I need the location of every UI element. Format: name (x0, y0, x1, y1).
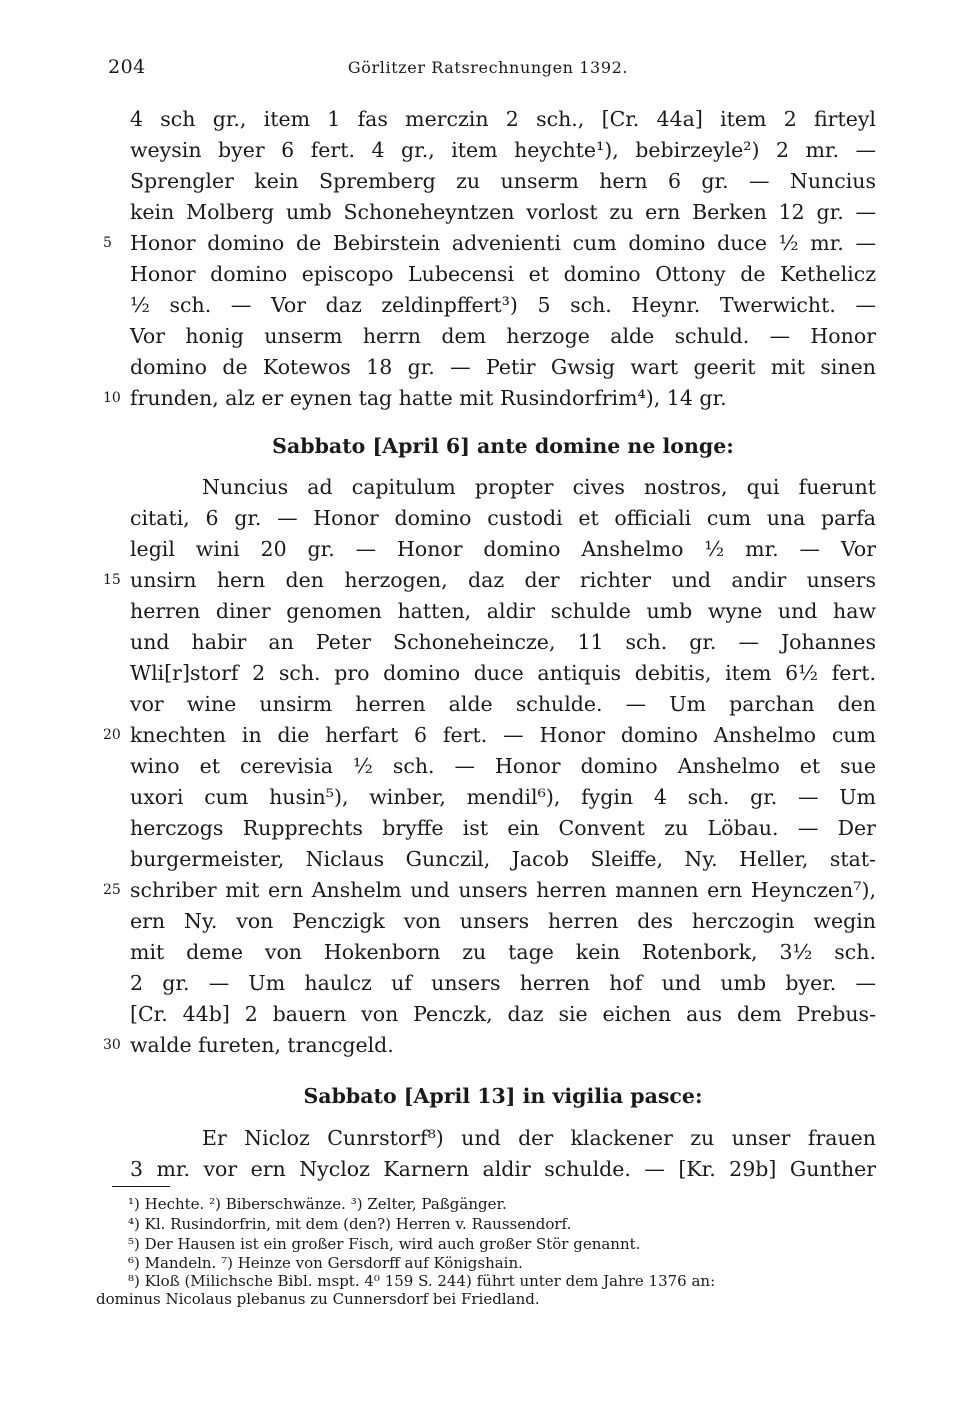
text-line (130, 689, 876, 720)
text-line (130, 596, 876, 627)
line-text: kein Molberg umb Schoneheyntzen vorlost zu ern Berken 12 gr. — (130, 200, 876, 224)
line-text: 2 gr. — Um haulcz uf unsers herren hof und umb byer. — (130, 971, 876, 995)
paragraph-1 (103, 104, 876, 414)
line-text: [Cr. 44b] 2 bauern von Penczk, daz sie eichen aus dem Prebus- (130, 1002, 876, 1026)
text-line (103, 228, 876, 259)
text-line (130, 813, 876, 844)
text-line (130, 999, 876, 1030)
line-text: ern Ny. von Penczigk von unsers herren des herczogin wegin (130, 909, 876, 933)
page-number: 204 (108, 56, 146, 78)
footnote: ⁴) Kl. Rusindorfrin, mit dem (den?) Herren v. Raussendorf. (128, 1215, 572, 1233)
paragraph-3 (130, 1123, 876, 1185)
text-line (103, 565, 876, 596)
line-text: vor wine unsirm herren alde schulde. — Um parchan den (130, 692, 876, 716)
text-line (130, 321, 876, 352)
line-text: wino et cerevisia ½ sch. — Honor domino Anshelmo et sue (130, 754, 876, 778)
text-line (130, 906, 876, 937)
line-text: knechten in die herfart 6 fert. — Honor domino Anshelmo cum (130, 723, 876, 747)
text-line (130, 627, 876, 658)
body-text (103, 104, 876, 1185)
text-line (130, 352, 876, 383)
line-text: Honor domino episcopo Lubecensi et domino Ottony de Kethelicz (130, 262, 876, 286)
text-line (130, 751, 876, 782)
line-text: Er Nicloz Cunrstorf⁸) und der klackener zu unser frauen (202, 1126, 876, 1150)
footnote: ⁶) Mandeln. ⁷) Heinze von Gersdorff auf Königshain. (128, 1254, 523, 1272)
section-heading-april-6: Sabbato [April 6] ante domine ne longe: (272, 434, 734, 458)
text-line (130, 166, 876, 197)
text-line (103, 720, 876, 751)
running-title: Görlitzer Ratsrechnungen 1392. (347, 58, 629, 77)
line-number: 25 (103, 882, 121, 898)
line-text: mit deme von Hokenborn zu tage kein Rotenbork, 3½ sch. (130, 940, 876, 964)
line-text: 4 sch gr., item 1 fas merczin 2 sch., [Cr. 44a] item 2 firteyl (130, 107, 876, 131)
paragraph-2 (103, 472, 876, 1061)
line-text: 3 mr. vor ern Nycloz Karnern aldir schulde. — [Kr. 29b] Gunther (130, 1157, 876, 1181)
footnote: ⁸) Kloß (Milichsche Bibl. mspt. 4⁰ 159 S. 244) führt unter dem Jahre 1376 an: (128, 1272, 716, 1290)
text-line (103, 875, 876, 906)
line-text: uxori cum husin⁵), winber, mendil⁶), fygin 4 sch. gr. — Um (130, 785, 876, 809)
line-text: weysin byer 6 fert. 4 gr., item heychte¹), bebirzeyle²) 2 mr. — (130, 138, 876, 162)
line-text: citati, 6 gr. — Honor domino custodi et officiali cum una parfa (130, 506, 876, 530)
line-text: frunden, alz er eynen tag hatte mit Rusindorfrim⁴), 14 gr. (130, 386, 727, 410)
footnote: ¹) Hechte. ²) Biberschwänze. ³) Zelter, Paßgänger. (128, 1195, 507, 1213)
text-line (130, 290, 876, 321)
text-line (130, 135, 876, 166)
text-line (130, 197, 876, 228)
text-line (130, 968, 876, 999)
line-text: unsirn hern den herzogen, daz der richter und andir unsers (130, 568, 876, 592)
footnotes (0, 1194, 960, 1308)
line-text: walde fureten, trancgeld. (130, 1033, 394, 1057)
line-text: Nuncius ad capitulum propter cives nostros, qui fuerunt (202, 475, 876, 499)
text-line (130, 1123, 876, 1154)
page-header (108, 56, 868, 86)
line-number: 5 (103, 235, 112, 251)
line-number: 10 (103, 390, 121, 406)
text-line (130, 844, 876, 875)
text-line (103, 383, 876, 414)
line-text: Wli[r]storf 2 sch. pro domino duce antiquis debitis, item 6½ fert. (130, 661, 876, 685)
line-text: Sprengler kein Spremberg zu unserm hern 6 gr. — Nuncius (130, 169, 876, 193)
text-line (130, 658, 876, 689)
text-line (130, 937, 876, 968)
line-text: Vor honig unserm herrn dem herzoge alde schuld. — Honor (130, 324, 876, 348)
text-line (130, 503, 876, 534)
footnote: ⁵) Der Hausen ist ein großer Fisch, wird auch großer Stör genannt. (128, 1235, 641, 1253)
line-text: burgermeister, Niclaus Gunczil, Jacob Sleiffe, Ny. Heller, stat- (130, 847, 876, 871)
line-text: schriber mit ern Anshelm und unsers herren mannen ern Heynczen⁷), (130, 878, 876, 902)
line-text: legil wini 20 gr. — Honor domino Anshelmo ½ mr. — Vor (130, 537, 876, 561)
text-line (130, 472, 876, 503)
line-text: Honor domino de Bebirstein advenienti cum domino duce ½ mr. — (130, 231, 876, 255)
text-line (103, 1030, 876, 1061)
footnote-rule (112, 1186, 170, 1187)
line-text: und habir an Peter Schoneheincze, 11 sch. gr. — Johannes (130, 630, 876, 654)
text-line (130, 259, 876, 290)
text-line (130, 782, 876, 813)
line-text: herren diner genomen hatten, aldir schulde umb wyne und haw (130, 599, 876, 623)
line-text: domino de Kotewos 18 gr. — Petir Gwsig wart geerit mit sinen (130, 355, 876, 379)
line-number: 30 (103, 1037, 121, 1053)
footnote: dominus Nicolaus plebanus zu Cunnersdorf bei Friedland. (96, 1290, 540, 1308)
line-number: 15 (103, 572, 121, 588)
text-line (130, 534, 876, 565)
section-heading-april-13: Sabbato [April 13] in vigilia pasce: (303, 1084, 703, 1108)
line-text: ½ sch. — Vor daz zeldinpffert³) 5 sch. Heynr. Twerwicht. — (130, 293, 876, 317)
line-number: 20 (103, 727, 121, 743)
line-text: herczogs Rupprechts bryffe ist ein Convent zu Löbau. — Der (130, 816, 876, 840)
text-line (130, 1154, 876, 1185)
text-line (130, 104, 876, 135)
